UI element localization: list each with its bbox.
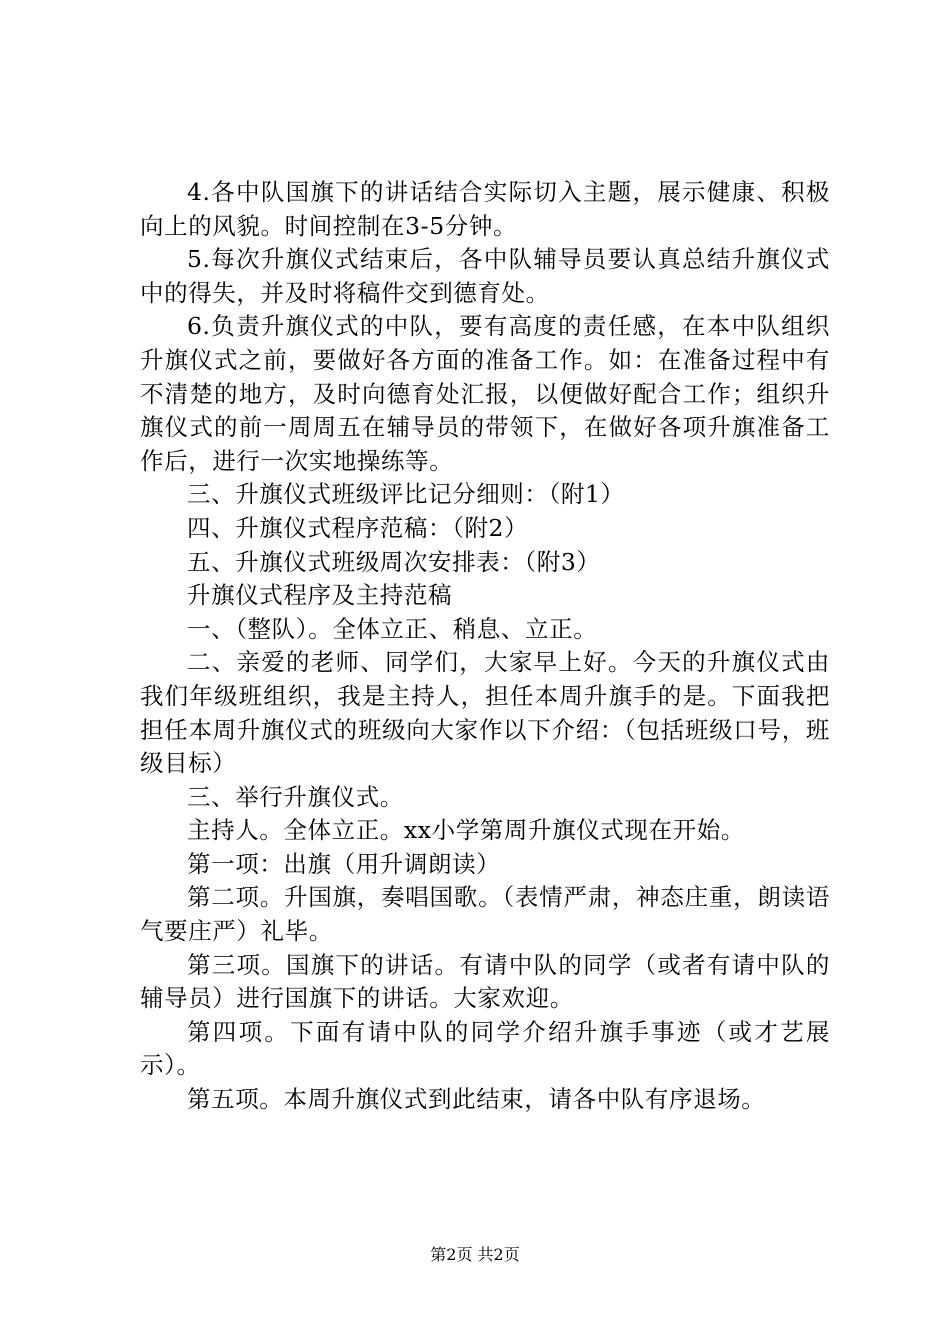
section-three-heading: 三、升旗仪式班级评比记分细则：（附1）	[187, 480, 625, 509]
program-step-two: 二、亲爱的老师、同学们，大家早上好。今天的升旗仪式由我们年级班组织，我是主持人，担任本周升旗手的是。下面我把担任本周升旗仪式的班级向大家作以下介绍：（包括班级口号，班级目标）	[140, 648, 830, 778]
host-announcement: 主持人。全体立正。xx小学第周升旗仪式现在开始。	[187, 816, 745, 845]
document-body	[140, 176, 830, 1117]
program-title: 升旗仪式程序及主持范稿	[187, 581, 453, 610]
paragraph-item-5: 5.每次升旗仪式结束后，各中队辅导员要认真总结升旗仪式中的得失，并及时将稿件交到德育处。	[140, 245, 830, 307]
program-step-one: 一、（整队）。全体立正、稍息、立正。	[187, 614, 598, 643]
ceremony-item-1: 第一项：出旗（用升调朗读）	[187, 849, 501, 878]
paragraph-item-4: 4.各中队国旗下的讲话结合实际切入主题，展示健康、积极向上的风貌。时间控制在3-5分钟。	[140, 178, 830, 240]
paragraph-item-6: 6.负责升旗仪式的中队，要有高度的责任感，在本中队组织升旗仪式之前，要做好各方面的准备工作。如：在准备过程中有不清楚的地方，及时向德育处汇报，以便做好配合工作；组织升旗仪式的前一周周五在辅导员的带领下，在做好各项升旗准备工作后，进行一次实地操练等。	[140, 312, 830, 475]
ceremony-item-3: 第三项。国旗下的讲话。有请中队的同学（或者有请中队的辅导员）进行国旗下的讲话。大家欢迎。	[140, 950, 830, 1013]
ceremony-item-5: 第五项。本周升旗仪式到此结束，请各中队有序退场。	[187, 1085, 766, 1114]
program-step-three: 三、举行升旗仪式。	[187, 782, 404, 811]
ceremony-item-4: 第四项。下面有请中队的同学介绍升旗手事迹（或才艺展示）。	[140, 1017, 830, 1080]
ceremony-item-2: 第二项。升国旗，奏唱国歌。（表情严肃，神态庄重，朗读语气要庄严）礼毕。	[140, 883, 830, 946]
section-four-heading: 四、升旗仪式程序范稿：（附2）	[187, 513, 529, 542]
section-five-heading: 五、升旗仪式班级周次安排表：（附3）	[187, 547, 601, 576]
page-number-footer: 第2页 共2页	[430, 1245, 520, 1264]
